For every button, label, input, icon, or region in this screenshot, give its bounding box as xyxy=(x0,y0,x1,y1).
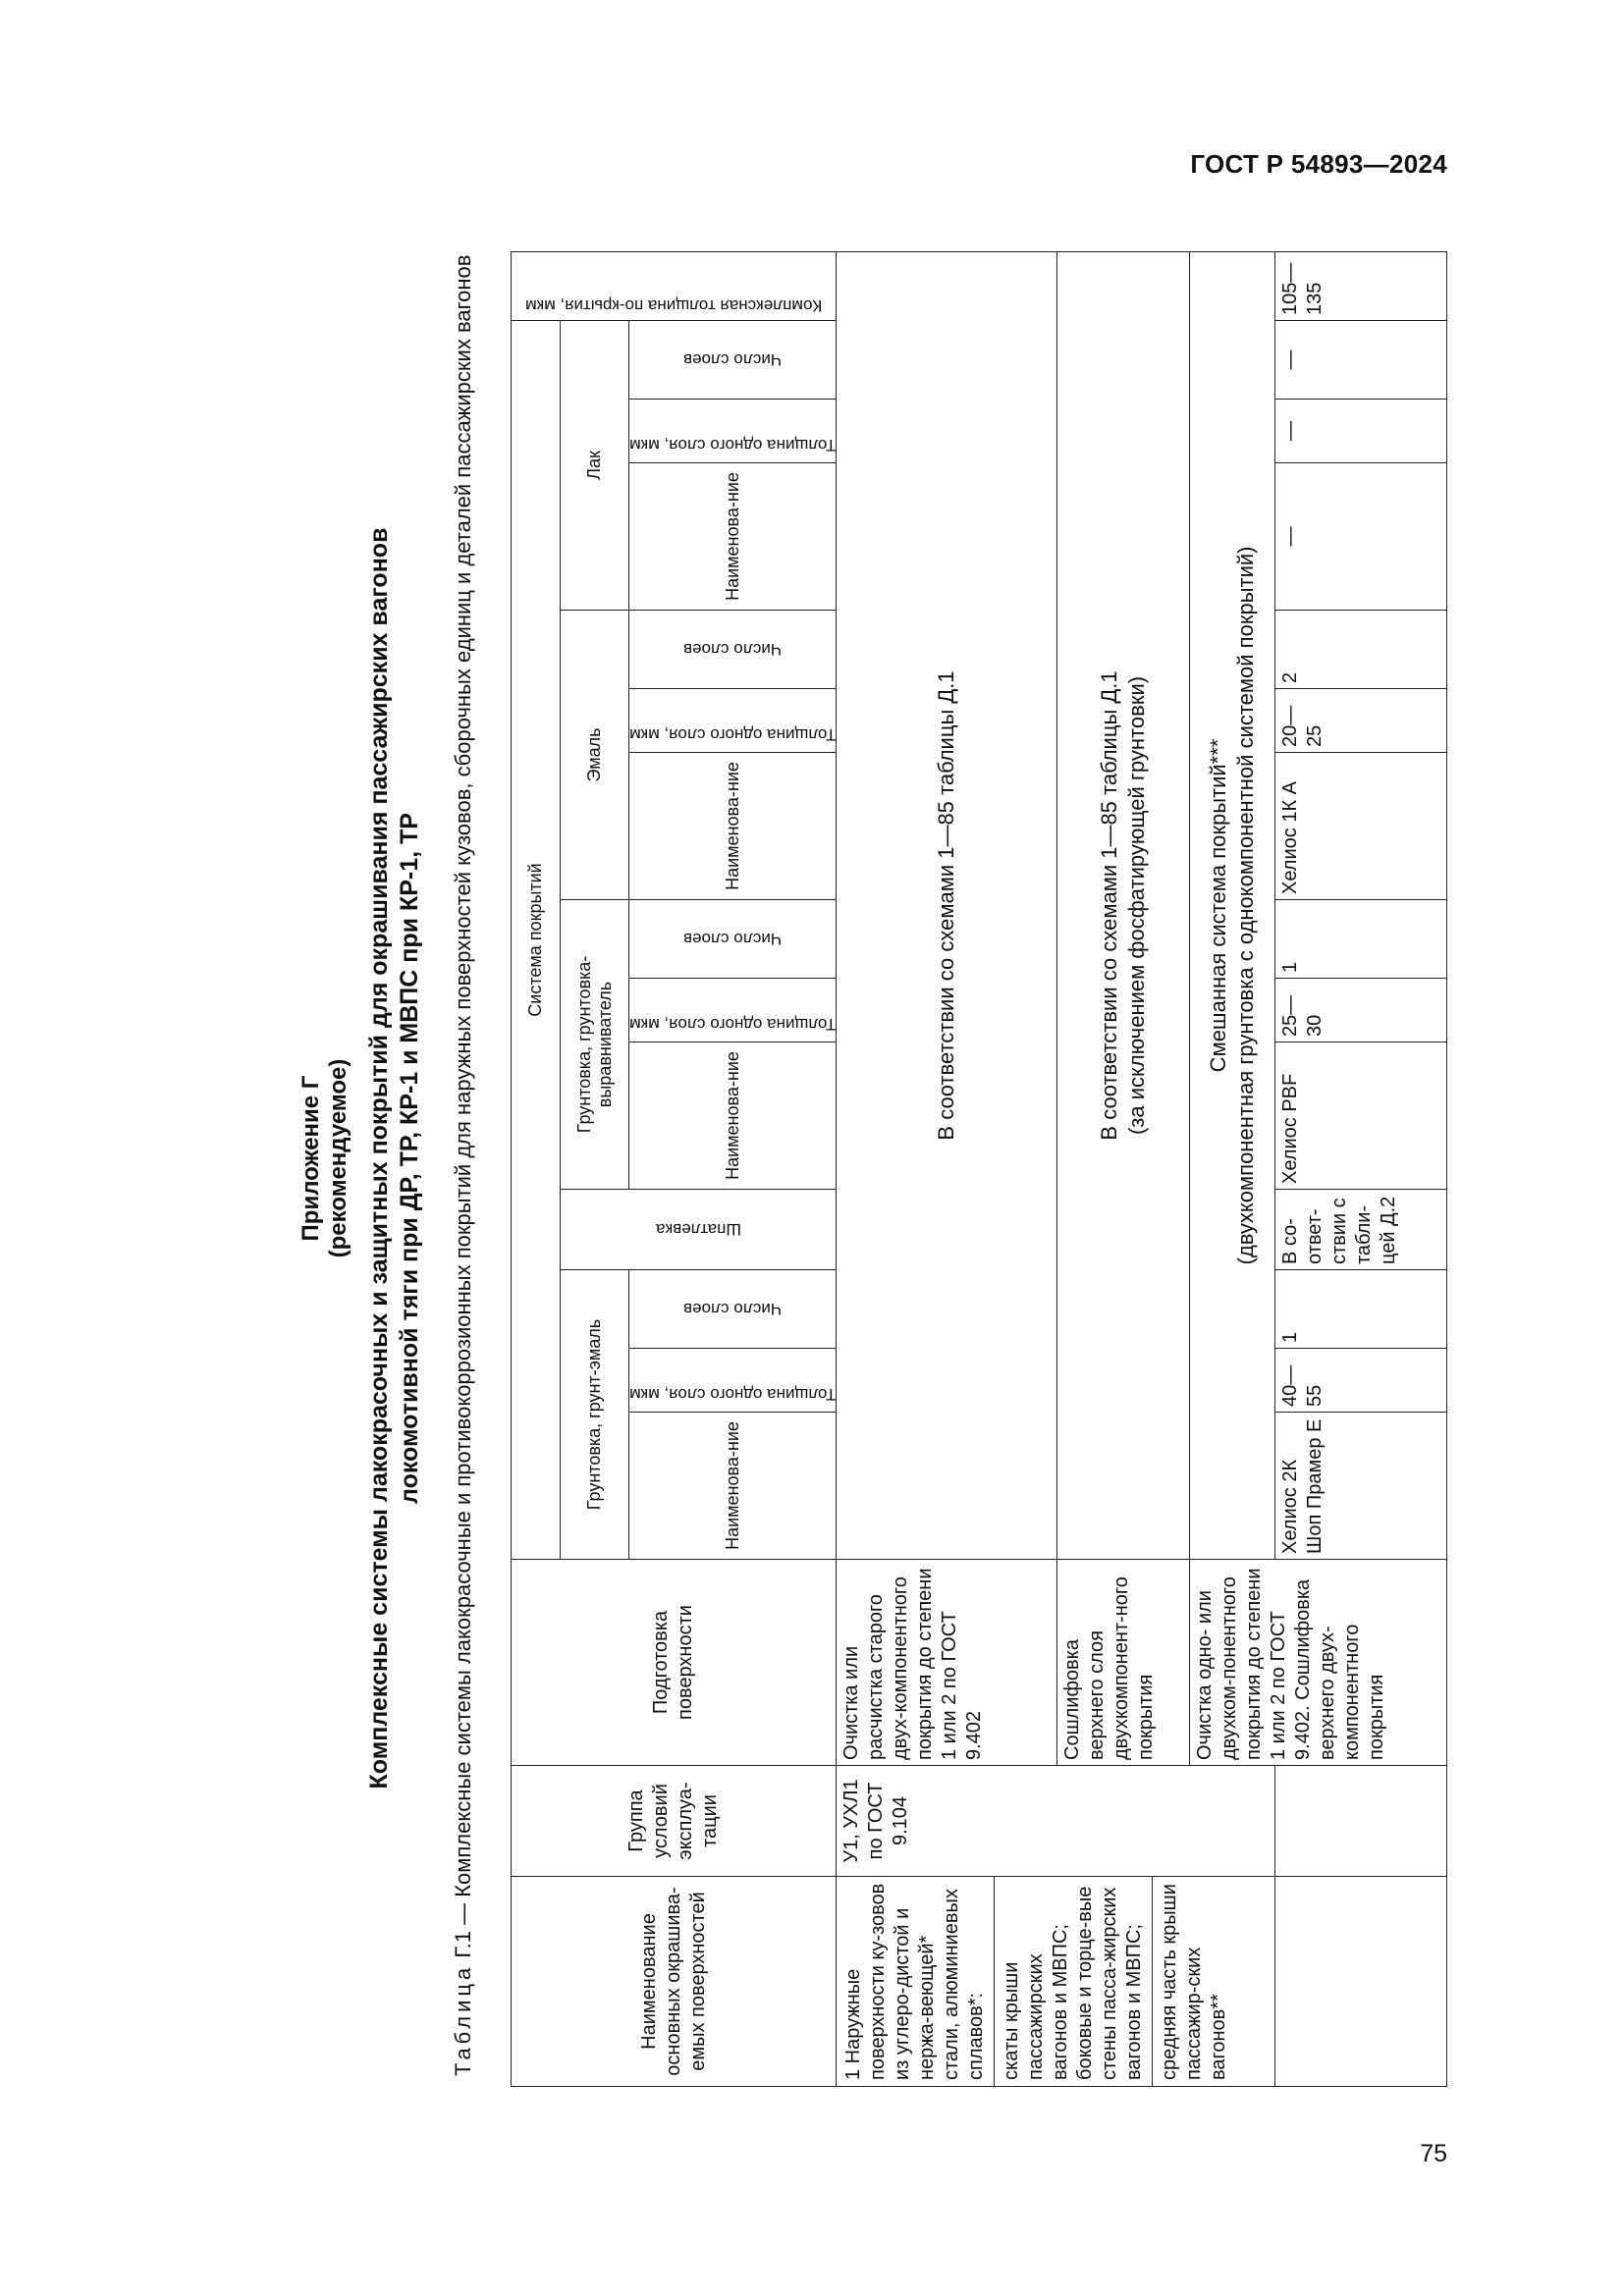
primer-thickness-header: Толщина одного слоя, мкм xyxy=(629,1349,837,1413)
leveler-name-cell: Хелиос PBF xyxy=(1275,1042,1447,1190)
primer-thickness-cell: 40—55 xyxy=(1275,1349,1447,1413)
putty-cell: В со-ответ-ствии с табли-цей Д.2 xyxy=(1275,1190,1447,1270)
prep-cell-a: Очистка или расчистка старого двух-компонентного покрытия до степени 1 или 2 по ГОСТ 9.402 xyxy=(837,1560,1057,1766)
leveler-layers-cell: 1 xyxy=(1275,900,1447,979)
varnish-name-header: Наименова-ние xyxy=(629,463,837,611)
surfaces-text-a: 1 Наружные поверхности ку-зовов из углеро-дистой и нержа-веющей* стали, алюминиевых сплавов*: xyxy=(842,1883,988,2080)
annex-header xyxy=(298,226,533,2091)
table-caption-text: — Комплексные системы лакокрасочные и противокоррозионных покрытий для наружных поверхностей кузовов, сборочных единиц и деталей пассажирских вагонов xyxy=(451,254,475,1932)
leveler-thickness-cell: 25—30 xyxy=(1275,979,1447,1042)
table-caption xyxy=(450,221,476,2076)
varnish-layers-cell: — xyxy=(1275,320,1447,399)
col-header-primer: Грунтовка, грунт-эмаль xyxy=(561,1270,629,1560)
col-header-enamel: Эмаль xyxy=(561,611,629,900)
col-header-system: Система покрытий xyxy=(512,320,561,1559)
primer-layers-cell: 1 xyxy=(1275,1270,1447,1349)
leveler-layers-header: Число слоев xyxy=(629,900,837,979)
col-header-group: Группа условий эксплуа-тации xyxy=(512,1766,837,1877)
col-header-leveler: Грунтовка, грунтовка-выравниватель xyxy=(561,900,629,1190)
col-header-varnish: Лак xyxy=(561,320,629,610)
span-cell-b-line1: В соответствии со схемами 1—85 таблицы Д.1 xyxy=(1097,670,1122,1141)
surfaces-cell xyxy=(837,1877,1275,2087)
col-header-total: Комплексная толщина по-крытия, мкм xyxy=(512,251,837,320)
span-cell-c xyxy=(1190,251,1275,1559)
annex-title: Приложение Г xyxy=(298,1075,324,1242)
col-header-prep: Подготовка поверхности xyxy=(512,1560,837,1766)
page-number: 75 xyxy=(1420,2140,1447,2167)
span-cell-a: В соответствии со схемами 1—85 таблицы Д.1 xyxy=(837,251,1057,1559)
surfaces-text-c: средняя часть крыши пассажир-ских вагонов** xyxy=(1152,1877,1236,2086)
primer-name-cell: Хелиос 2К Шоп Прамер Е xyxy=(1275,1413,1447,1560)
enamel-thickness-cell: 20—25 xyxy=(1275,689,1447,753)
table-caption-number: Г.1 xyxy=(451,1931,475,1958)
span-cell-b xyxy=(1057,251,1190,1559)
annex-heading-line1: Комплексные системы лакокрасочных и защитных покрытий для окрашивания пассажирских вагонов xyxy=(365,527,393,1789)
primer-name-header: Наименова-ние xyxy=(629,1413,837,1560)
primer-layers-header: Число слоев xyxy=(629,1270,837,1349)
varnish-name-cell: — xyxy=(1275,463,1447,611)
enamel-name-header: Наименова-ние xyxy=(629,753,837,900)
varnish-thickness-header: Толщина одного слоя, мкм xyxy=(629,400,837,463)
annex-heading-line2: локомотивной тяги при ДР, ТР, КР-1 и МВПС при КР-1, ТР xyxy=(396,813,423,1504)
surfaces-text-b: скаты крыши пассажирских вагонов и МВПС; боковые и торце-вые стены пасса-жирских вагонов и МВПС; xyxy=(994,1877,1152,2086)
span-cell-c-line1: Смешанная система покрытий*** xyxy=(1206,738,1231,1073)
enamel-layers-cell: 2 xyxy=(1275,611,1447,689)
document-code: ГОСТ Р 54893—2024 xyxy=(1190,149,1447,179)
varnish-thickness-cell: — xyxy=(1275,400,1447,463)
prep-cell-c: Очистка одно- или двухком-понентного покрытия до степени 1 или 2 по ГОСТ 9.402. Сошлифовка верхнего двух-компонентного покрытия xyxy=(1190,1560,1447,1766)
enamel-thickness-header: Толщина одного слоя, мкм xyxy=(629,689,837,753)
span-cell-c-line2: (двухкомпонентная грунтовка с однокомпонентной системой покрытий) xyxy=(1233,546,1259,1265)
rotated-page-content xyxy=(298,226,1400,2091)
annex-status: (рекомендуемое) xyxy=(325,1058,352,1258)
leveler-name-header: Наименова-ние xyxy=(629,1042,837,1190)
enamel-layers-header: Число слоев xyxy=(629,611,837,689)
span-cell-b-line2: (за исключением фосфатирующей грунтовки) xyxy=(1124,675,1150,1136)
prep-cell-b: Сошлифовка верхнего слоя двухкомпонент-ного покрытия xyxy=(1057,1560,1190,1766)
col-header-surfaces: Наименование основных окрашива-емых поверхностей xyxy=(512,1877,837,2087)
table-caption-label: Таблица xyxy=(451,1963,475,2076)
leveler-thickness-header: Толщина одного слоя, мкм xyxy=(629,979,837,1042)
total-thickness-cell: 105—135 xyxy=(1275,251,1447,320)
coating-systems-table xyxy=(511,251,1447,2087)
enamel-name-cell: Хелиос 1К А xyxy=(1275,753,1447,900)
varnish-layers-header: Число слоев xyxy=(629,320,837,399)
group-cell: У1, УХЛ1 по ГОСТ 9.104 xyxy=(837,1766,1275,1877)
col-header-putty: Шпатлевка xyxy=(561,1190,837,1270)
